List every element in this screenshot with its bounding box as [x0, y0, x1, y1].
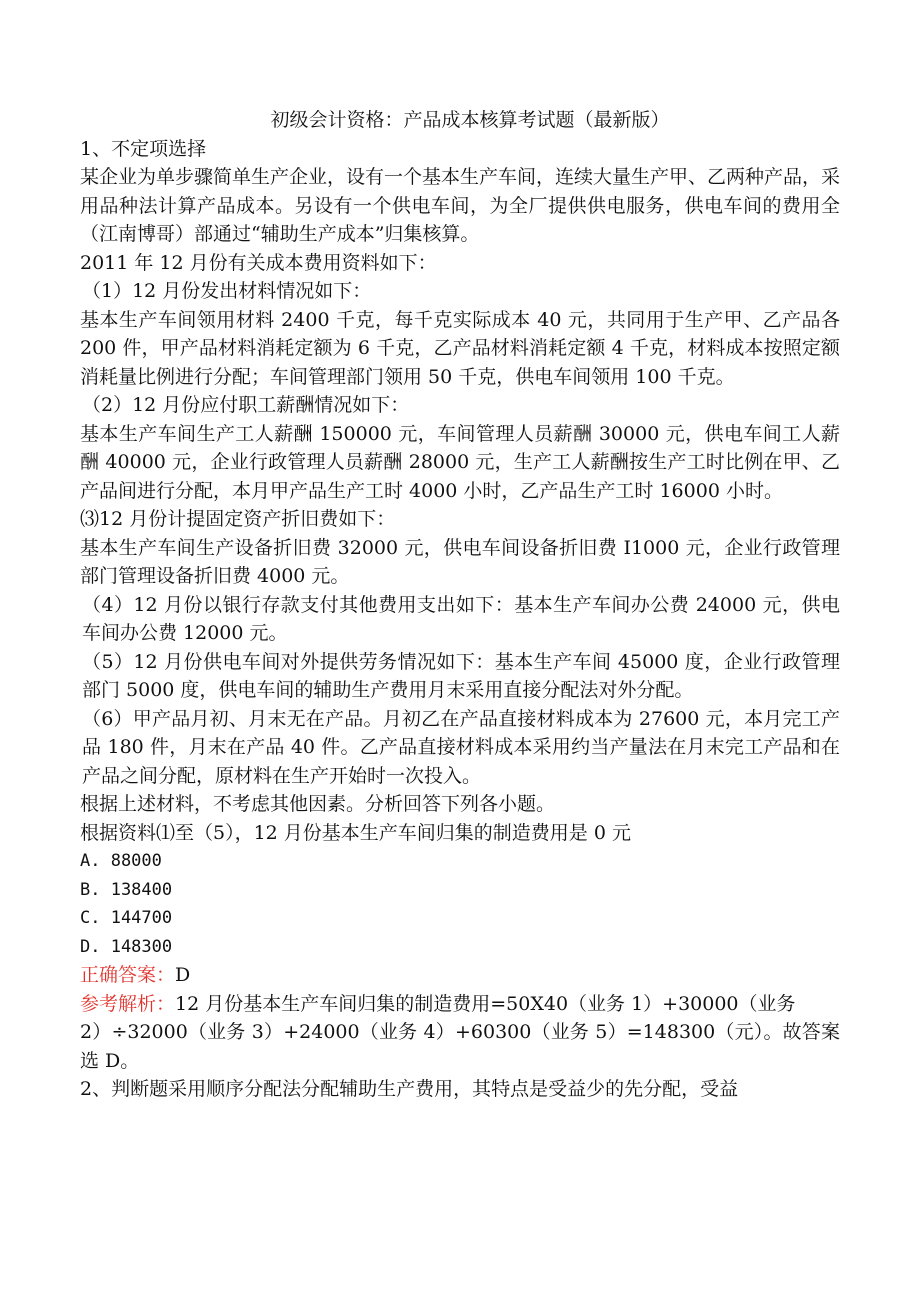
- option-a: A. 88000: [80, 851, 162, 871]
- document-title: 初级会计资格：产品成本核算考试题（最新版）: [270, 109, 670, 131]
- analysis-line-2: 2）÷32000（业务 3）+24000（业务 4）+60300（业务 5）=148300（元）。故答案选 D。: [80, 1021, 840, 1072]
- item6-paragraph: （6）甲产品月初、月末无在产品。月初乙在产品直接材料成本为 27600 元，本月完工产品 180 件，月末在产品 40 件。乙产品直接材料成本采用约当产量法在月末完工产品和在产品之间分配，原材料在生产开始时一次投入。: [82, 707, 840, 787]
- analysis-label: 参考解析：: [80, 992, 176, 1015]
- option-d: D. 148300: [80, 936, 173, 957]
- intro-paragraph: 某企业为单步骤简单生产企业，设有一个基本生产车间，连续大量生产甲、乙两种产品，采用品种法计算产品成本。另设有一个供电车间，为全厂提供供电服务，供电车间的费用全（江南博哥）部通过“辅助生产成本”归集核算。: [80, 166, 841, 245]
- item1-body: 基本生产车间领用材料 2400 千克，每千克实际成本 40 元，共同用于生产甲、乙产品各 200 件，甲产品材料消耗定额为 6 千克，乙产品材料消耗定额 4 千克，材料成本按照定额消耗量比例进行分配；车间管理部门领用 50 千克，供电车间领用 100 千克。: [80, 308, 840, 388]
- analysis-line-1: [80, 990, 840, 1019]
- period-line: 2011 年 12 月份有关成本费用资料如下：: [80, 251, 437, 274]
- answer-value: D: [175, 964, 191, 986]
- item1-heading: （1）12 月份发出材料情况如下：: [82, 280, 372, 302]
- answer-line: [80, 961, 840, 990]
- item3-body: 基本生产车间生产设备折旧费 32000 元，供电车间设备折旧费 I1000 元，企业行政管理部门管理设备折旧费 4000 元。: [80, 536, 840, 587]
- instruction-line: 根据上述材料，不考虑其他因素。分析回答下列各小题。: [80, 793, 556, 815]
- document-page: [80, 106, 840, 1104]
- option-c: C. 144700: [80, 908, 173, 928]
- item2-heading: （2）12 月份应付职工薪酬情况如下：: [82, 394, 410, 416]
- item2-body: 基本生产车间生产工人薪酬 150000 元，车间管理人员薪酬 30000 元，供电车间工人薪酬 40000 元，企业行政管理人员薪酬 28000 元，生产工人薪酬按生产工时比例在甲、乙产品间进行分配，本月甲产品生产工时 4000 小时，乙产品生产工时 16000 小时。: [80, 422, 840, 502]
- analysis-text-1: 12 月份基本生产车间归集的制造费用=50X40（业务 1）+30000（业务: [175, 992, 796, 1015]
- section-heading-1: 1、不定项选择: [80, 137, 207, 160]
- item5-paragraph: （5）12 月份供电车间对外提供劳务情况如下：基本生产车间 45000 度，企业行政管理部门 5000 度，供电车间的辅助生产费用月末采用直接分配法对外分配。: [82, 650, 840, 701]
- item4-paragraph: （4）12 月份以银行存款支付其他费用支出如下：基本生产车间办公费 24000 元，供电车间办公费 12000 元。: [82, 593, 840, 644]
- option-b: B. 138400: [80, 879, 173, 900]
- item3-heading: ⑶12 月份计提固定资产折旧费如下：: [80, 508, 396, 530]
- answer-label: 正确答案：: [80, 964, 176, 986]
- section-heading-2: 2、判断题采用顺序分配法分配辅助生产费用，其特点是受益少的先分配，受益: [80, 1078, 739, 1100]
- question-line: 根据资料⑴至（5），12 月份基本生产车间归集的制造费用是 0 元: [80, 821, 631, 844]
